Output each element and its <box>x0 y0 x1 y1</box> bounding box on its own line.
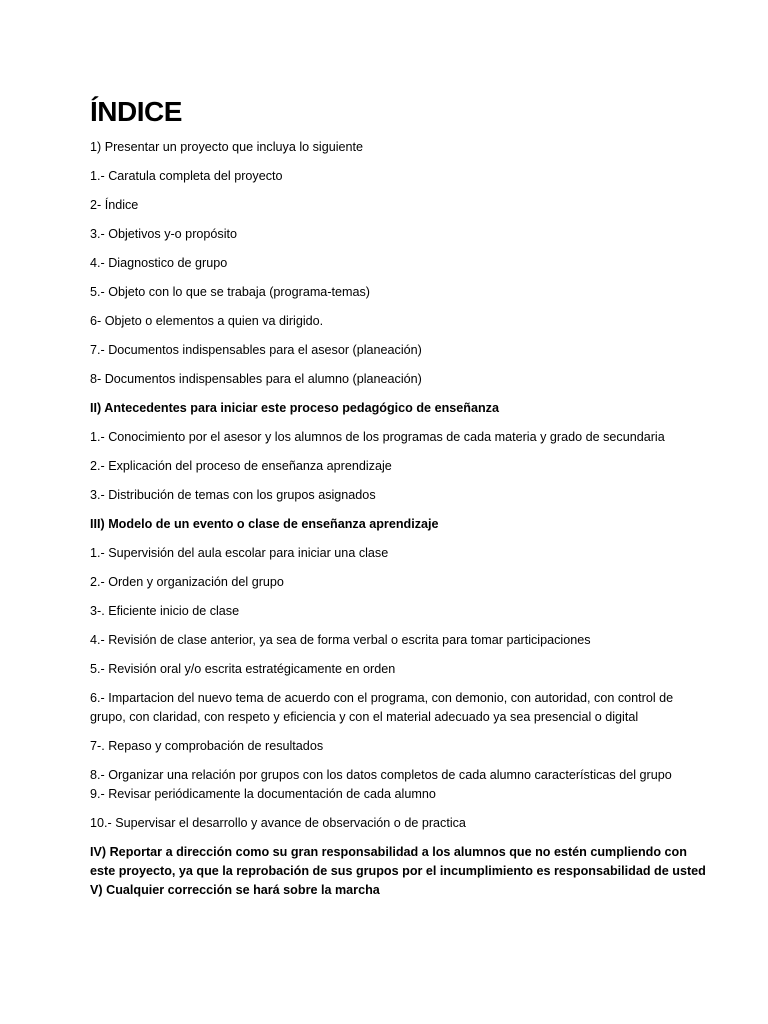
list-item: 3.- Distribución de temas con los grupos asignados <box>90 488 376 502</box>
list-item: 6- Objeto o elementos a quien va dirigido. <box>90 314 324 328</box>
list-item-line: grupo, con claridad, con respeto y eficiencia y con el material adecuado ya sea presencial o digital <box>90 710 639 724</box>
list-item: 1.- Conocimiento por el asesor y los alumnos de los programas de cada materia y grado de secundaria <box>90 430 665 444</box>
closing-line: este proyecto, ya que la reprobación de sus grupos por el incumplimiento es responsabilidad de usted <box>90 864 706 878</box>
section-heading-2: II) Antecedentes para iniciar este proceso pedagógico de enseñanza <box>90 401 499 415</box>
list-item: 10.- Supervisar el desarrollo y avance de observación o de practica <box>90 816 466 830</box>
page-title: ÍNDICE <box>90 96 182 127</box>
list-item: 2.- Orden y organización del grupo <box>90 575 284 589</box>
list-item: 5.- Objeto con lo que se trabaja (programa-temas) <box>90 285 370 299</box>
list-item: 7.- Documentos indispensables para el asesor (planeación) <box>90 343 422 357</box>
list-item-group <box>90 766 690 804</box>
list-item: 1.- Supervisión del aula escolar para iniciar una clase <box>90 546 389 560</box>
list-item: 2- Índice <box>90 198 139 212</box>
list-item: 4.- Diagnostico de grupo <box>90 256 228 270</box>
list-item: 1.- Caratula completa del proyecto <box>90 169 283 183</box>
list-item: 5.- Revisión oral y/o escrita estratégicamente en orden <box>90 662 396 676</box>
list-item: 3.- Objetivos y-o propósito <box>90 227 237 241</box>
section-heading-1: 1) Presentar un proyecto que incluya lo siguiente <box>90 140 364 154</box>
closing-section <box>90 843 706 900</box>
list-item: 4.- Revisión de clase anterior, ya sea de forma verbal o escrita para tomar participaciones <box>90 633 591 647</box>
list-item-line: 9.- Revisar periódicamente la documentación de cada alumno <box>90 787 436 801</box>
list-item: 7-. Repaso y comprobación de resultados <box>90 739 324 753</box>
document-page <box>90 92 706 910</box>
list-item: 3-. Eficiente inicio de clase <box>90 604 240 618</box>
closing-line: V) Cualquier corrección se hará sobre la marcha <box>90 883 380 897</box>
closing-line: IV) Reportar a dirección como su gran responsabilidad a los alumnos que no estén cumpliendo con <box>90 845 687 859</box>
list-item-multiline <box>90 689 690 727</box>
section-heading-3: III) Modelo de un evento o clase de enseñanza aprendizaje <box>90 517 439 531</box>
list-item: 2.- Explicación del proceso de enseñanza aprendizaje <box>90 459 392 473</box>
list-item-line: 8.- Organizar una relación por grupos con los datos completos de cada alumno características del grupo <box>90 768 672 782</box>
list-item-line: 6.- Impartacion del nuevo tema de acuerdo con el programa, con demonio, con autoridad, con control de <box>90 691 674 705</box>
list-item: 8- Documentos indispensables para el alumno (planeación) <box>90 372 422 386</box>
